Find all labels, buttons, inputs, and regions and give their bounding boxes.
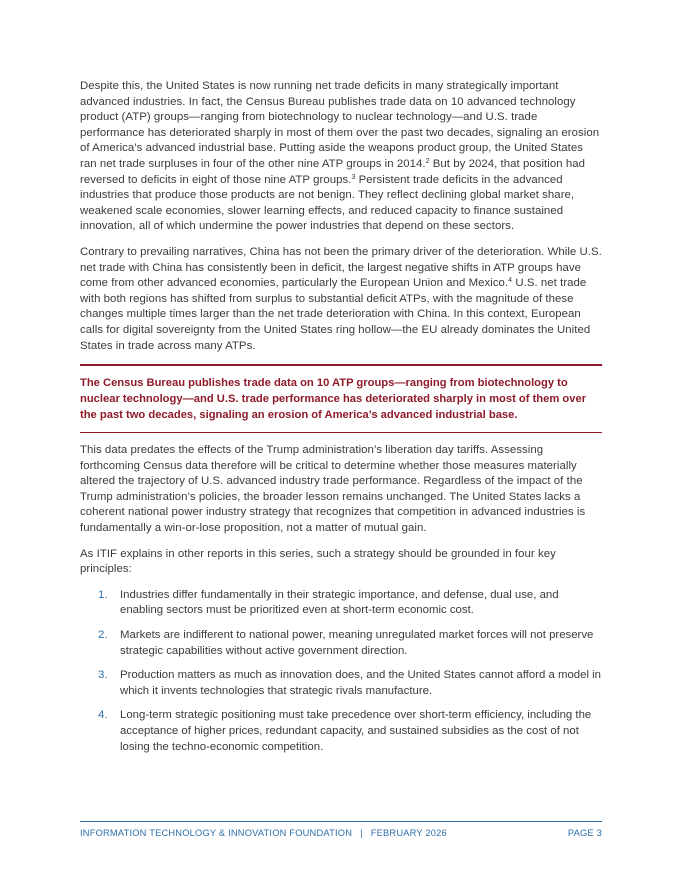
- principles-list: [80, 588, 602, 755]
- list-item-text: Long-term strategic positioning must take precedence over short-term efficiency, including the acceptance of higher prices, redundant capacity, and sustained subsidies as the cost of not losing the techno-economic competition.: [120, 709, 592, 753]
- list-number: 4.: [98, 709, 108, 722]
- paragraph-principles-intro: As ITIF explains in other reports in this series, such a strategy should be grounded in four key principles:: [80, 547, 556, 576]
- paragraph-trade-deficits: Despite this, the United States is now running net trade deficits in many strategically important advanced industries. In fact, the Census Bureau publishes trade data on 10 advanced technology product (ATP) groups—ranging from biotechnology to nuclear technology—and U.S. trade performance has deteriorated sharply in most of them over the past two decades, signaling an erosion of America’s advanced industrial base. Putting aside the weapons product group, the United States ran net trade surpluses in four of the other nine ATP groups in 2014.$^2$ But by 2024, that position had reversed to deficits in eight of those nine ATP groups.$^3$ Persistent trade deficits in the advanced industries that produce those products are not benign. They reflect declining global market share, weakened scale economies, slower learning effects, and reduced capacity to finance sustained innovation, all of which undermine the power industries that depend on these sectors.: [80, 80, 600, 233]
- list-item: [98, 588, 602, 619]
- list-number: 1.: [98, 588, 108, 601]
- pull-quote: [80, 364, 602, 433]
- list-number: 3.: [98, 669, 108, 682]
- list-item: [98, 708, 602, 755]
- list-item-text: Production matters as much as innovation does, and the United States cannot afford a model in which it invents technologies that strategic rivals manufacture.: [120, 669, 602, 697]
- list-number: 2.: [98, 629, 108, 642]
- footnote-ref-3[interactable]: 3: [351, 173, 356, 181]
- list-item-text: Industries differ fundamentally in their strategic importance, and defense, dual use, and enabling sectors must be prioritized even at short-term economic cost.: [120, 588, 559, 617]
- footer-organization: INFORMATION TECHNOLOGY & INNOVATION FOUNDATION: [80, 828, 353, 838]
- footnote-ref-4[interactable]: 4: [508, 277, 513, 285]
- list-item: [98, 668, 602, 699]
- pull-quote-text: The Census Bureau publishes trade data on 10 ATP groups—ranging from biotechnology to nuclear technology—and U.S. trade performance has deteriorated sharply in most of them over the past two decades, signaling an erosion of America’s advanced industrial base.: [80, 377, 587, 422]
- list-item: [98, 628, 602, 659]
- footer-separator: |: [360, 828, 363, 838]
- page-footer: [80, 821, 602, 838]
- list-item-text: Markets are indifferent to national power, meaning unregulated market forces will not preserve strategic capabilities without active government direction.: [120, 629, 594, 657]
- footer-date: FEBRUARY 2026: [370, 828, 447, 838]
- footer-page-number: PAGE 3: [567, 828, 602, 838]
- document-page: [80, 79, 602, 764]
- paragraph-tariffs: This data predates the effects of the Trump administration’s liberation day tariffs. Assessing forthcoming Census data therefore will be critical to determine whether those measures materially altered the trajectory of U.S. advanced industry trade performance. Regardless of the impact of the Trump administration’s policies, the broader lesson remains unchanged. The United States lacks a coherent national power industry strategy that recognizes that competition in advanced industries is fundamentally a win-or-lose proposition, not a matter of mutual gain.: [80, 444, 586, 535]
- footer-left: [80, 828, 447, 838]
- footnote-ref-2[interactable]: 2: [425, 157, 430, 165]
- paragraph-china-narrative: Contrary to prevailing narratives, China has not been the primary driver of the deterioration. While U.S. net trade with China has consistently been in deficit, the largest negative shifts in ATP groups have come from other advanced economies, particularly the European Union and Mexico.$^4$ U.S. net trade with both regions has shifted from surplus to substantial deficit ATPs, with the magnitude of these changes multiple times larger than the net trade deterioration with China. In this context, European calls for digital sovereignty from the United States ring hollow—the EU already dominates the United States in trade across many ATPs.: [80, 245, 602, 352]
